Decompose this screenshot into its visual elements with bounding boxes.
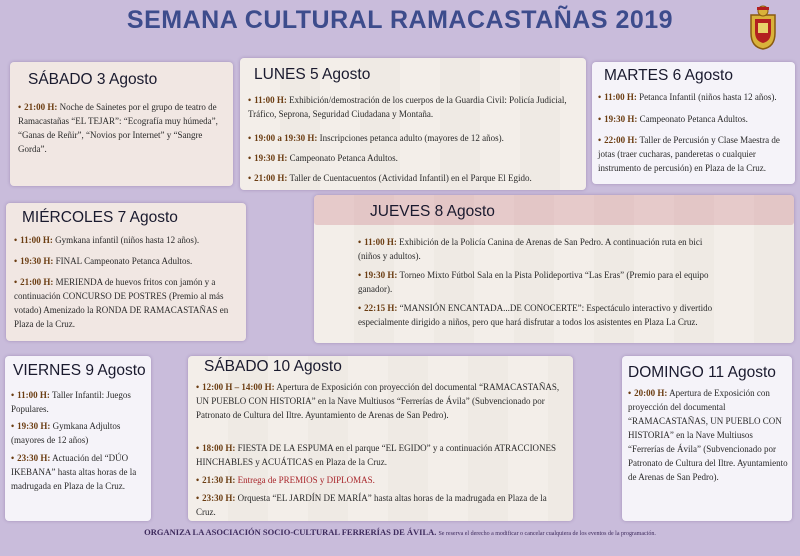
event-item: • 21:30 H: Entrega de PREMIOS y DIPLOMAS. (196, 475, 375, 485)
day-title: SÁBADO 3 Agosto (28, 71, 158, 88)
day-title: LUNES 5 Agosto (254, 66, 371, 83)
event-item: • 21:00 H: Noche de Sainetes por el grupo de teatro de Ramacastañas “EL TEJAR”: “Ecografía muy húmeda”, “Ganas de Reñir”, “Novios por Internet” y “Sangre Gorda”. (18, 102, 218, 154)
panel-sabado-10 (188, 356, 573, 521)
event-item: • 18:00 H: FIESTA DE LA ESPUMA en el parque “EL EGIDO” y a continuación ATRACCIONES HINCHABLES y ACUÁTICAS en Plaza de la Cruz. (196, 443, 557, 467)
event-item: • 19:30 H: FINAL Campeonato Petanca Adultos. (14, 256, 193, 266)
event-item: • 19:30 H: Campeonato Petanca Adultos. (598, 114, 748, 124)
panel-sabado-3 (10, 62, 233, 186)
day-title: SÁBADO 10 Agosto (204, 358, 342, 375)
panel-martes-6 (592, 62, 795, 184)
event-item: • 11:00 H: Taller Infantil: Juegos Populares. (11, 390, 131, 414)
event-item: • 19:00 a 19:30 H: Inscripciones petanca adulto (mayores de 12 años). (248, 133, 504, 143)
event-item: • 11:00 H: Gymkana infantil (niños hasta 12 años). (14, 235, 200, 245)
page-title: SEMANA CULTURAL RAMACASTAÑAS 2019 (126, 6, 674, 34)
event-item: • 11:00 H: Exhibición/demostración de los cuerpos de la Guardia Civil: Policía Judicial, Tráfico, Seprona, Seguridad Ciudadana y Montaña. (248, 95, 567, 119)
day-title: JUEVES 8 Agosto (370, 203, 495, 220)
event-item: • 11:00 H: Exhibición de la Policía Canina de Arenas de San Pedro. A continuación ruta en bici (niños y adultos). (358, 237, 703, 261)
event-item: • 23:30 H: Actuación del “DÚO IKEBANA” hasta altas horas de la madrugada en Plaza de la Cruz. (11, 453, 137, 491)
panel-lunes-5 (240, 58, 586, 190)
panel-viernes-9 (5, 356, 151, 521)
organizer-text: ORGANIZA LA ASOCIACIÓN SOCIO-CULTURAL FERRERÍAS DE ÁVILA. (144, 527, 437, 537)
day-title: MIÉRCOLES 7 Agosto (22, 209, 178, 226)
event-item: • 22:00 H: Taller de Percusión y Clase Maestra de jotas (traer cucharas, panderetas o cualquier instrumento de percusión) en Plaza de la Cruz. (598, 135, 780, 173)
event-item: • 11:00 H: Petanca Infantil (niños hasta 12 años). (598, 92, 777, 102)
event-item: • 20:00 H: Apertura de Exposición con proyección del documental “RAMACASTAÑAS, UN PUEBLO CON HISTORIA” en la Nave Multiusos “Ferrerías de Ávila” (Subvencionado por Patronato de Cultura del Iltre. Ayuntamiento de Arenas de San Pedro). (628, 388, 788, 482)
event-item: • 21:00 H: MERIENDA de huevos fritos con jamón y a continuación CONCURSO DE POSTRES (Premio al más votado) Amenizado la RONDA DE RAMACASTAÑAS en Plaza de la Cruz. (14, 277, 229, 329)
day-title: DOMINGO 11 Agosto (628, 364, 776, 381)
footer (0, 527, 800, 537)
panel-miercoles-7 (6, 203, 246, 341)
day-title: VIERNES 9 Agosto (13, 362, 146, 379)
disclaimer-text: Se reserva el derecho a modificar o cancelar cualquiera de los eventos de la programación. (438, 531, 656, 537)
event-item: • 12:00 H – 14:00 H: Apertura de Exposición con proyección del documental “RAMACASTAÑAS, UN PUEBLO CON HISTORIA” en la Nave Multiusos “Ferrerías de Ávila” (Subvencionado por Patronato de Cultura del Iltre. Ayuntamiento de Arenas de San Pedro). (196, 382, 560, 420)
town-crest-icon (748, 5, 778, 51)
event-item: • 22:15 H: “MANSIÓN ENCANTADA...DE CONOCERTE”: Espectáculo interactivo y divertido especialmente dirigido a niños, pero que hará disfrutar a todos los asistentes en Plaza La Cruz. (358, 303, 713, 327)
panel-jueves-8 (314, 195, 794, 343)
day-title: MARTES 6 Agosto (604, 67, 733, 84)
event-item: • 19:30 H: Gymkana Adjultos (mayores de 12 años) (11, 421, 121, 445)
event-item: • 23:30 H: Orquesta “EL JARDÍN DE MARÍA” hasta altas horas de la madrugada en Plaza de la Cruz. (196, 493, 547, 517)
event-item: • 19:30 H: Campeonato Petanca Adultos. (248, 153, 398, 163)
event-item: • 21:00 H: Taller de Cuentacuentos (Actividad Infantil) en el Parque El Egido. (248, 173, 532, 183)
event-item: • 19:30 H: Torneo Mixto Fútbol Sala en la Pista Polideportiva “Las Eras” (Premio para el equipo ganador). (358, 270, 709, 294)
panel-domingo-11 (622, 356, 792, 521)
